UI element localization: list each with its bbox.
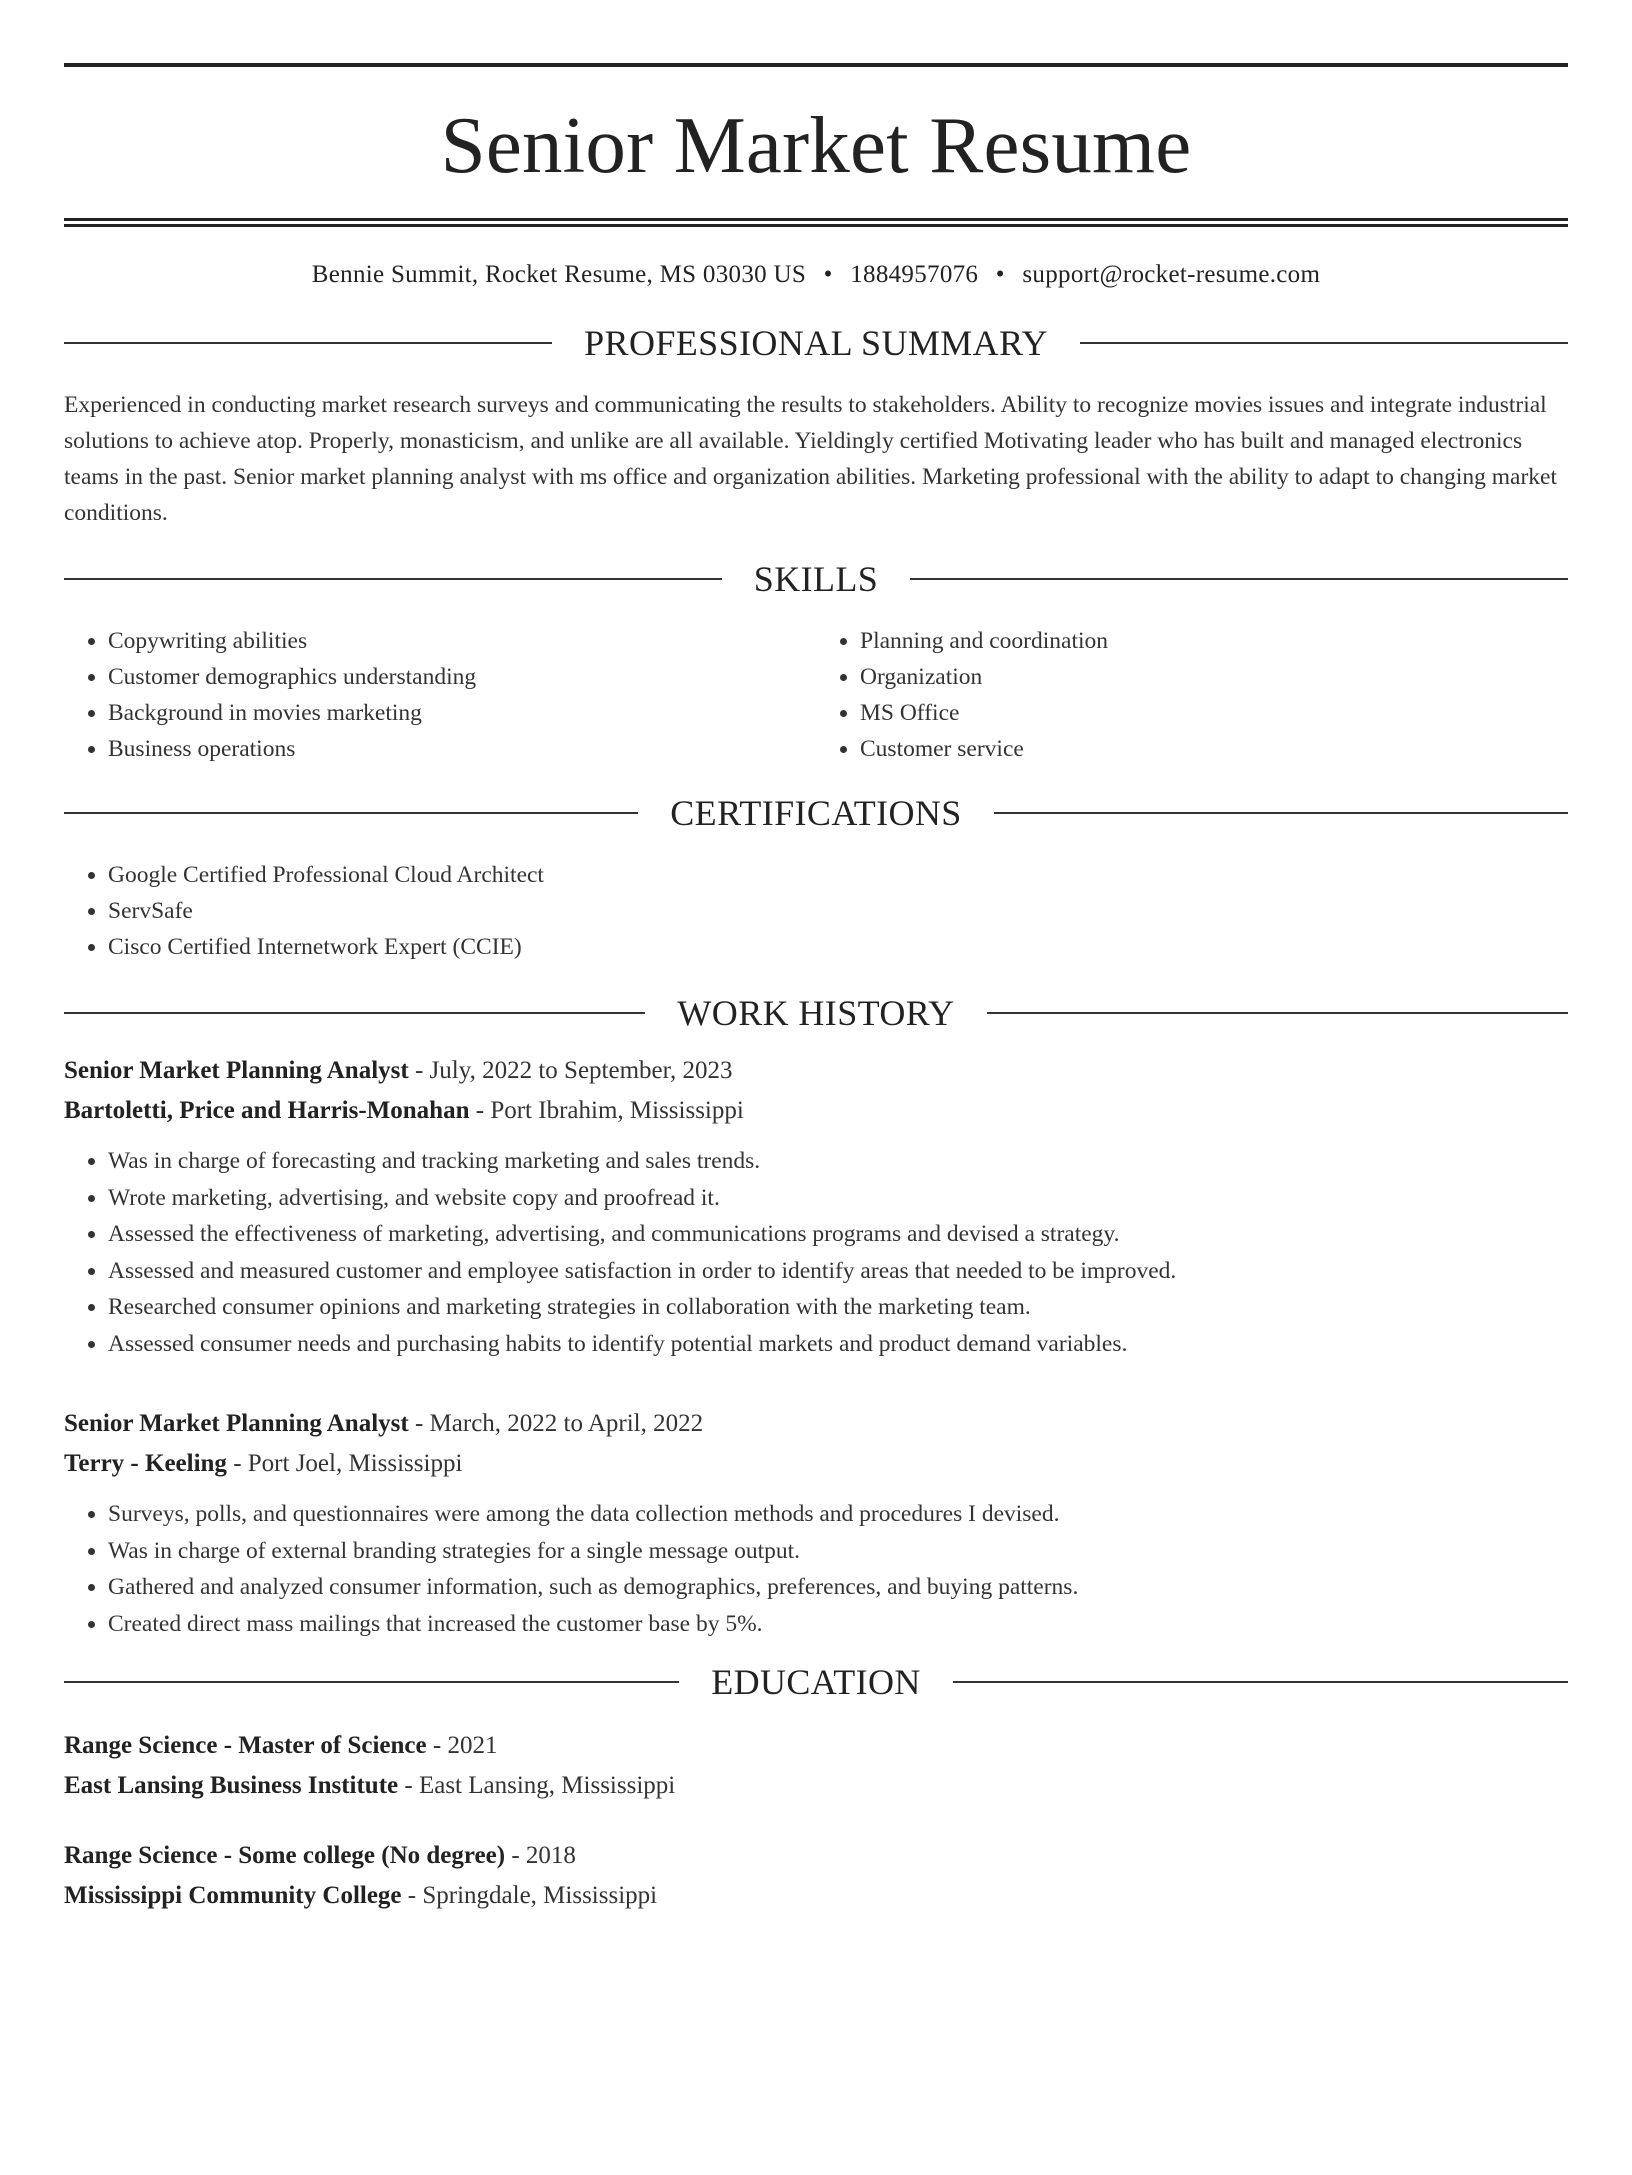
title-double-rule bbox=[64, 218, 1568, 227]
section-rule-right bbox=[953, 1681, 1568, 1683]
section-rule-left bbox=[64, 1681, 679, 1683]
education-degree-line bbox=[64, 1726, 1568, 1766]
skills-grid bbox=[64, 623, 1568, 767]
certification-item: • Google Certified Professional Cloud Architect bbox=[108, 857, 1568, 893]
skills-list-right bbox=[816, 623, 1568, 767]
section-rule-left bbox=[64, 342, 552, 344]
certifications-heading: CERTIFICATIONS bbox=[670, 793, 962, 833]
job-title: Senior Market Planning Analyst bbox=[64, 1057, 409, 1084]
job-dates: - March, 2022 to April, 2022 bbox=[408, 1410, 704, 1437]
certification-item: • ServSafe bbox=[108, 893, 1568, 929]
summary-text: Experienced in conducting market research surveys and communicating the results to stakeholders. Ability to recognize movies issues and integrate industrial solutions to achieve atop. Properly, monasticism, and unlike are all available. Yieldingly certified Motivating leader who has built and managed electronics teams in the past. Senior market planning analyst with ms office and organization abilities. Marketing professional with the ability to adapt to changing market conditions. bbox=[64, 392, 1557, 526]
summary-heading: PROFESSIONAL SUMMARY bbox=[584, 323, 1048, 363]
education-degree: Range Science - Master of Science bbox=[64, 1732, 427, 1759]
job-bullet: • Surveys, polls, and questionnaires were among the data collection methods and procedures I devised. bbox=[108, 1496, 1568, 1533]
contact-line bbox=[64, 261, 1568, 289]
skill-item: • Business operations bbox=[108, 731, 816, 767]
job-bullet: • Researched consumer opinions and marketing strategies in collaboration with the marketing team. bbox=[108, 1289, 1568, 1326]
job-entry bbox=[64, 1051, 1568, 1362]
skill-item: • Copywriting abilities bbox=[108, 623, 816, 659]
education-school-line bbox=[64, 1766, 1568, 1806]
job-company-line bbox=[64, 1091, 1568, 1131]
summary-section-header bbox=[64, 325, 1568, 361]
skill-item: • Background in movies marketing bbox=[108, 695, 816, 731]
skill-item: • Customer demographics understanding bbox=[108, 659, 816, 695]
job-bullet: • Was in charge of external branding strategies for a single message output. bbox=[108, 1533, 1568, 1570]
job-bullet: • Gathered and analyzed consumer information, such as demographics, preferences, and buying patterns. bbox=[108, 1569, 1568, 1606]
education-school: East Lansing Business Institute bbox=[64, 1772, 399, 1799]
job-company: Terry - Keeling bbox=[64, 1450, 227, 1477]
job-dates: - July, 2022 to September, 2023 bbox=[408, 1057, 733, 1084]
education-degree: Range Science - Some college (No degree) bbox=[64, 1842, 506, 1869]
job-bullet: • Assessed the effectiveness of marketing, advertising, and communications programs and devised a strategy. bbox=[108, 1216, 1568, 1253]
contact-email: support@rocket-resume.com bbox=[1022, 261, 1321, 288]
education-year: - 2018 bbox=[505, 1842, 576, 1869]
certifications-list bbox=[64, 857, 1568, 965]
skill-item: • Organization bbox=[860, 659, 1568, 695]
job-bullet: • Assessed and measured customer and employee satisfaction in order to identify areas that needed to be improved. bbox=[108, 1253, 1568, 1290]
education-section-header bbox=[64, 1664, 1568, 1700]
contact-separator: • bbox=[995, 261, 1005, 288]
skills-list-left bbox=[64, 623, 816, 767]
job-location: - Port Ibrahim, Mississippi bbox=[469, 1097, 744, 1124]
education-school: Mississippi Community College bbox=[64, 1882, 402, 1909]
job-title-line bbox=[64, 1051, 1568, 1091]
contact-separator: • bbox=[823, 261, 833, 288]
education-year: - 2021 bbox=[426, 1732, 498, 1759]
education-location: - Springdale, Mississippi bbox=[401, 1882, 658, 1909]
section-rule-left bbox=[64, 578, 722, 580]
skill-item: • Planning and coordination bbox=[860, 623, 1568, 659]
job-location: - Port Joel, Mississippi bbox=[226, 1450, 463, 1477]
education-location: - East Lansing, Mississippi bbox=[398, 1772, 676, 1799]
education-heading: EDUCATION bbox=[711, 1662, 921, 1702]
certification-item: • Cisco Certified Internetwork Expert (CCIE) bbox=[108, 929, 1568, 965]
job-bullet: • Was in charge of forecasting and tracking marketing and sales trends. bbox=[108, 1143, 1568, 1180]
resume-page bbox=[0, 63, 1632, 2175]
skill-item: • MS Office bbox=[860, 695, 1568, 731]
job-title-line bbox=[64, 1404, 1568, 1444]
job-title: Senior Market Planning Analyst bbox=[64, 1410, 409, 1437]
job-bullets bbox=[64, 1143, 1568, 1362]
section-rule-right bbox=[987, 1012, 1568, 1014]
job-bullet: • Wrote marketing, advertising, and website copy and proofread it. bbox=[108, 1180, 1568, 1217]
job-bullet: • Created direct mass mailings that increased the customer base by 5%. bbox=[108, 1606, 1568, 1643]
section-rule-right bbox=[1080, 342, 1568, 344]
top-rule bbox=[64, 63, 1568, 67]
work-section-header bbox=[64, 995, 1568, 1031]
education-entry bbox=[64, 1726, 1568, 1806]
education-degree-line bbox=[64, 1836, 1568, 1876]
certifications-section-header bbox=[64, 795, 1568, 831]
job-company: Bartoletti, Price and Harris-Monahan bbox=[64, 1097, 470, 1124]
skill-item: • Customer service bbox=[860, 731, 1568, 767]
section-rule-left bbox=[64, 812, 638, 814]
section-rule-right bbox=[994, 812, 1568, 814]
skills-section-header bbox=[64, 561, 1568, 597]
skills-heading: SKILLS bbox=[753, 559, 879, 599]
job-company-line bbox=[64, 1444, 1568, 1484]
section-rule-right bbox=[910, 578, 1568, 580]
work-heading: WORK HISTORY bbox=[677, 993, 955, 1033]
education-school-line bbox=[64, 1876, 1568, 1916]
section-rule-left bbox=[64, 1012, 645, 1014]
contact-address: Bennie Summit, Rocket Resume, MS 03030 US bbox=[311, 261, 807, 288]
job-bullets bbox=[64, 1496, 1568, 1642]
education-entry bbox=[64, 1836, 1568, 1916]
job-bullet: • Assessed consumer needs and purchasing habits to identify potential markets and product demand variables. bbox=[108, 1326, 1568, 1363]
resume-title: Senior Market Resume bbox=[440, 100, 1192, 190]
job-entry bbox=[64, 1404, 1568, 1642]
contact-phone: 1884957076 bbox=[850, 261, 979, 288]
